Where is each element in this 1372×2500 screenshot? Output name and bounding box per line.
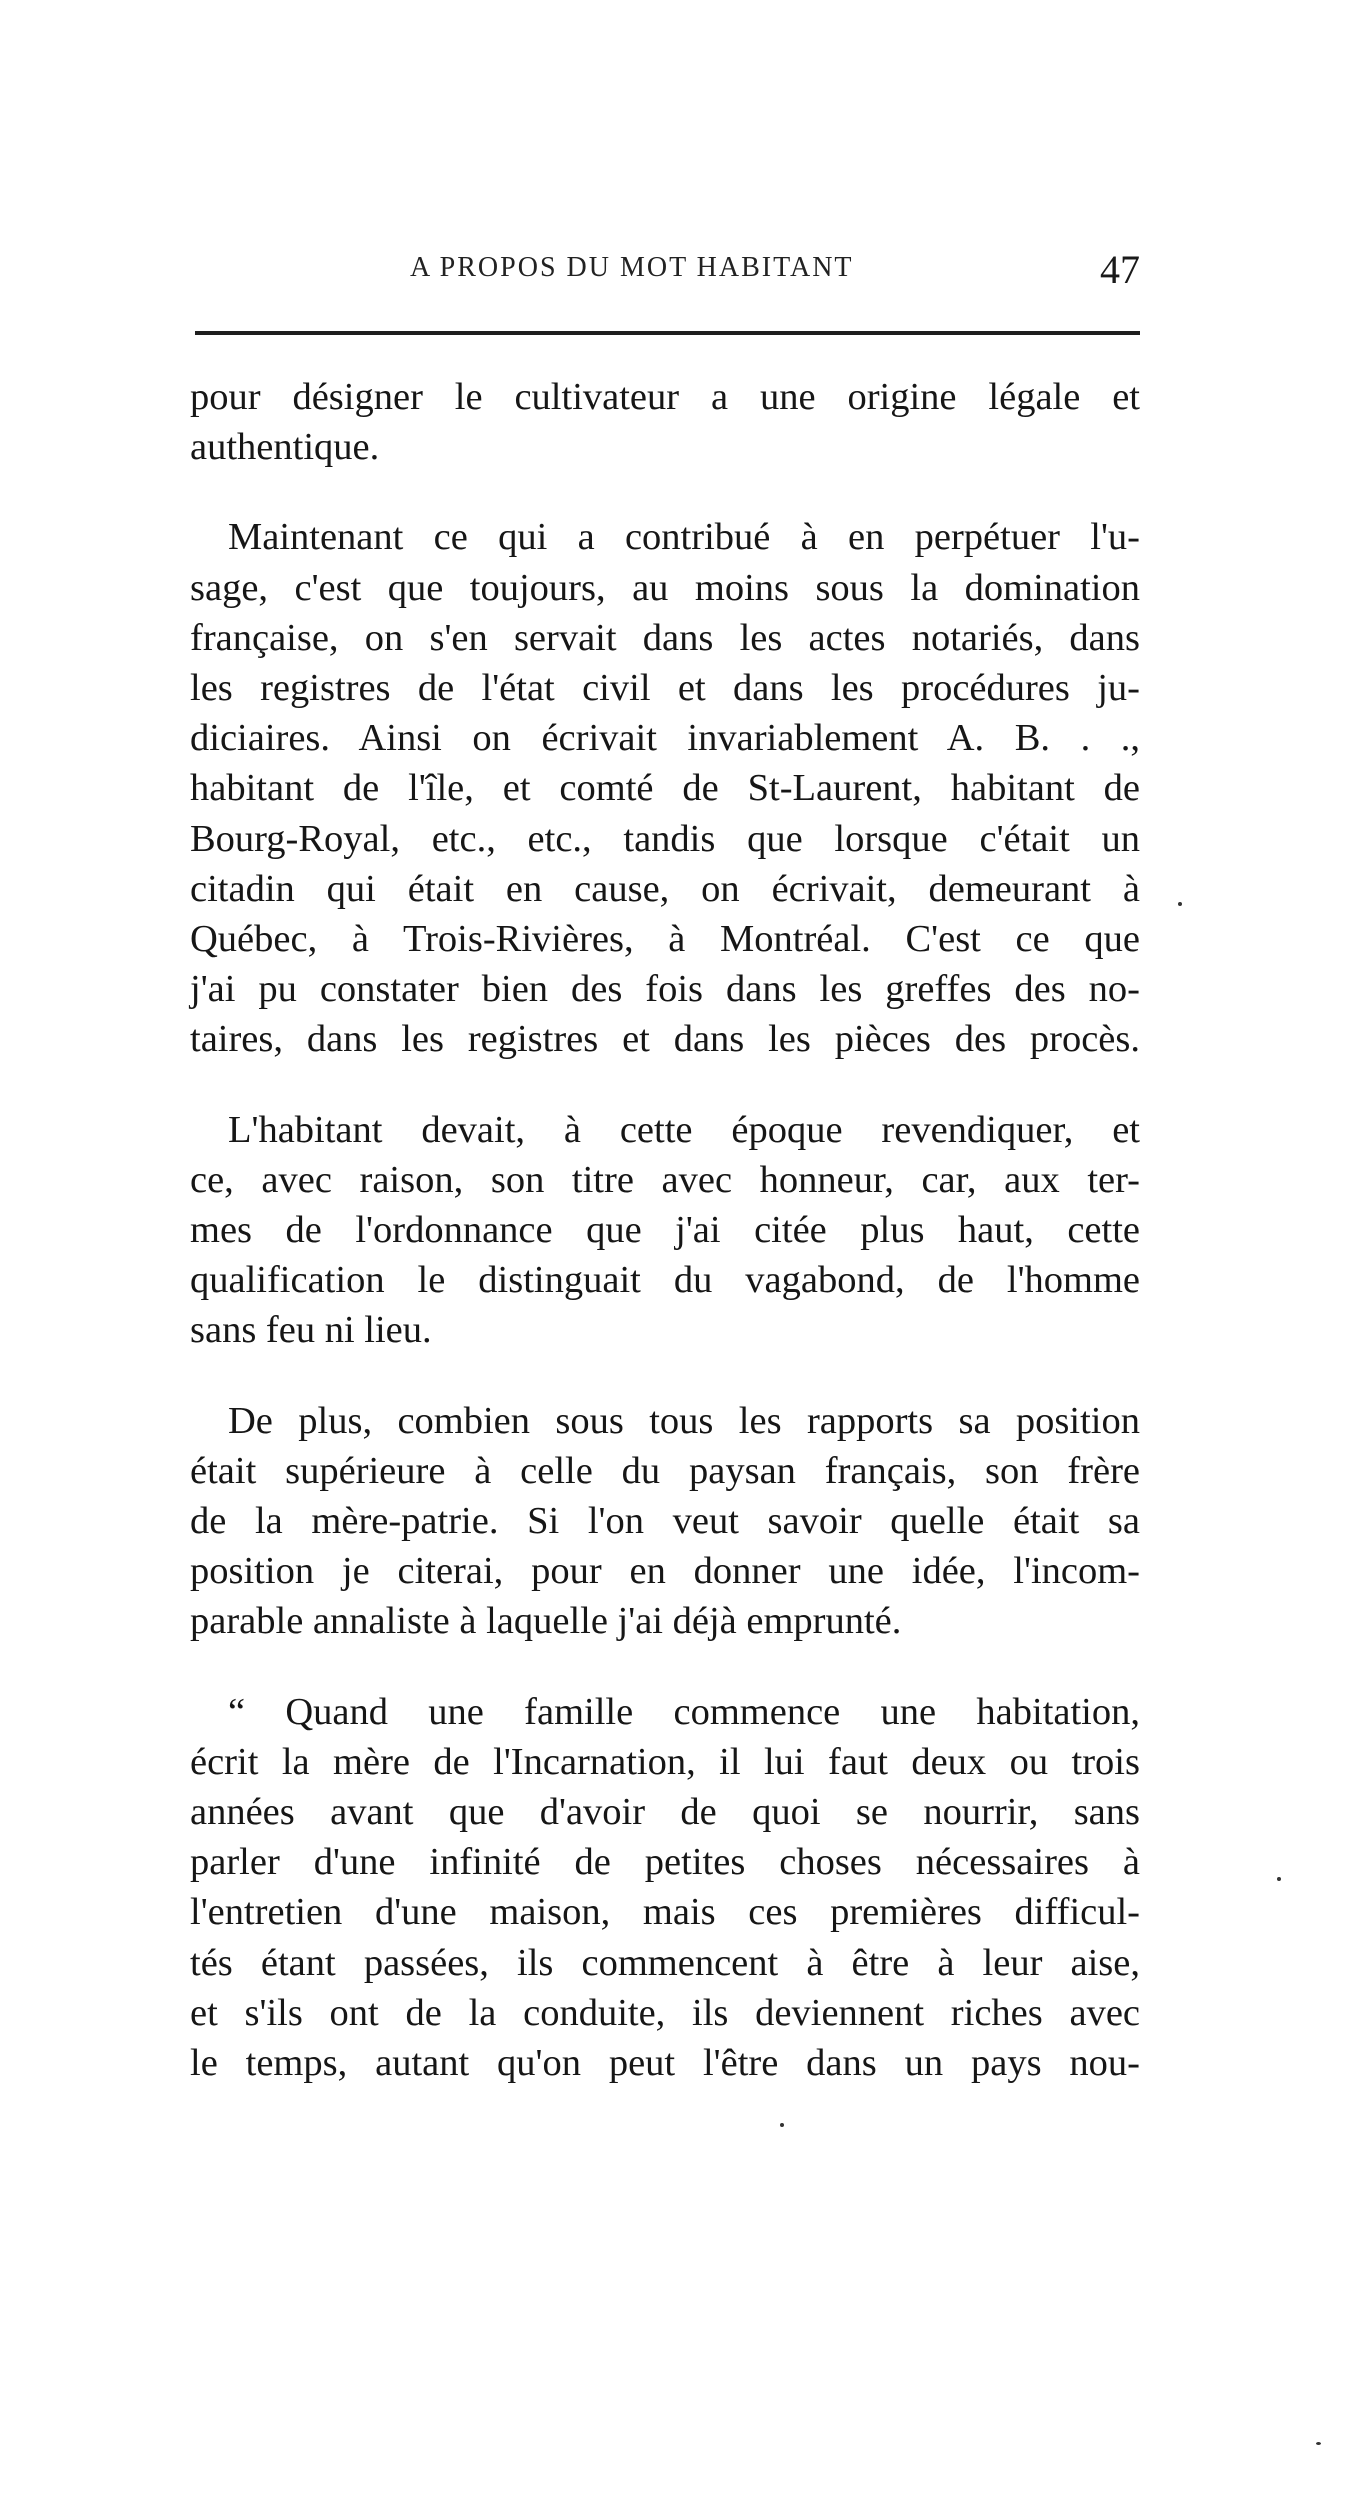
body-text: [190, 372, 1140, 2128]
paragraph-1: [190, 372, 1140, 472]
text-line: les registres de l'état civil et dans les procédures ju-: [190, 667, 1140, 710]
paragraph-5: [190, 1687, 1140, 2089]
text-line: française, on s'en servait dans les actes notariés, dans: [190, 616, 1140, 659]
print-speck: [1277, 1877, 1281, 1881]
running-title: A PROPOS DU MOT HABITANT: [410, 252, 854, 283]
print-speck: [1178, 902, 1182, 906]
text-line: tés étant passées, ils commencent à être à leur aise,: [190, 1941, 1140, 1984]
paragraph-3: [190, 1105, 1140, 1356]
text-line: et s'ils ont de la conduite, ils deviennent riches avec: [190, 1991, 1140, 2034]
text-line: habitant de l'île, et comté de St-Laurent, habitant de: [190, 767, 1140, 810]
text-line: pour désigner le cultivateur a une origine légale et: [190, 376, 1140, 418]
text-line: écrit la mère de l'Incarnation, il lui faut deux ou trois: [190, 1740, 1140, 1783]
text-line: j'ai pu constater bien des fois dans les greffes des no-: [190, 968, 1140, 1011]
text-line: mes de l'ordonnance que j'ai citée plus haut, cette: [190, 1209, 1140, 1252]
text-line: sage, c'est que toujours, au moins sous la domination: [190, 566, 1140, 609]
text-line: Bourg-Royal, etc., etc., tandis que lorsque c'était un: [190, 817, 1140, 860]
text-line: L'habitant devait, à cette époque revendiquer, et: [228, 1108, 1140, 1151]
text-line: taires, dans les registres et dans les pièces des procès.: [190, 1018, 1140, 1061]
text-line: de la mère-patrie. Si l'on veut savoir quelle était sa: [190, 1500, 1140, 1543]
text-line: position je citerai, pour en donner une idée, l'incom-: [190, 1550, 1140, 1593]
paragraph-4: [190, 1396, 1140, 1647]
print-speck: [780, 2123, 784, 2127]
text-line: “ Quand une famille commence une habitation,: [228, 1690, 1140, 1733]
page-number: 47: [1100, 247, 1140, 292]
text-line: citadin qui était en cause, on écrivait, demeurant à: [190, 867, 1140, 910]
text-line: années avant que d'avoir de quoi se nourrir, sans: [190, 1791, 1140, 1834]
running-head: [190, 246, 1150, 296]
text-line: était supérieure à celle du paysan français, son frère: [190, 1449, 1140, 1492]
text-line: parable annaliste à laquelle j'ai déjà emprunté.: [190, 1600, 902, 1643]
header-rule: [195, 331, 1140, 335]
text-line: l'entretien d'une maison, mais ces premières difficul-: [190, 1891, 1140, 1934]
text-line: Maintenant ce qui a contribué à en perpétuer l'u-: [228, 516, 1140, 559]
text-line: De plus, combien sous tous les rapports sa position: [228, 1399, 1140, 1442]
paragraph-2: [190, 512, 1140, 1064]
print-speck: [1316, 2442, 1321, 2445]
text-line: parler d'une infinité de petites choses nécessaires à: [190, 1841, 1140, 1884]
text-line: authentique.: [190, 426, 380, 469]
text-line: diciaires. Ainsi on écrivait invariablement A. B. . .,: [190, 717, 1140, 760]
text-line: qualification le distinguait du vagabond, de l'homme: [190, 1259, 1140, 1302]
text-line: ce, avec raison, son titre avec honneur, car, aux ter-: [190, 1158, 1140, 1201]
text-line: sans feu ni lieu.: [190, 1309, 432, 1352]
text-line: le temps, autant qu'on peut l'être dans un pays nou-: [190, 2042, 1140, 2085]
text-line: Québec, à Trois-Rivières, à Montréal. C'est ce que: [190, 918, 1140, 961]
